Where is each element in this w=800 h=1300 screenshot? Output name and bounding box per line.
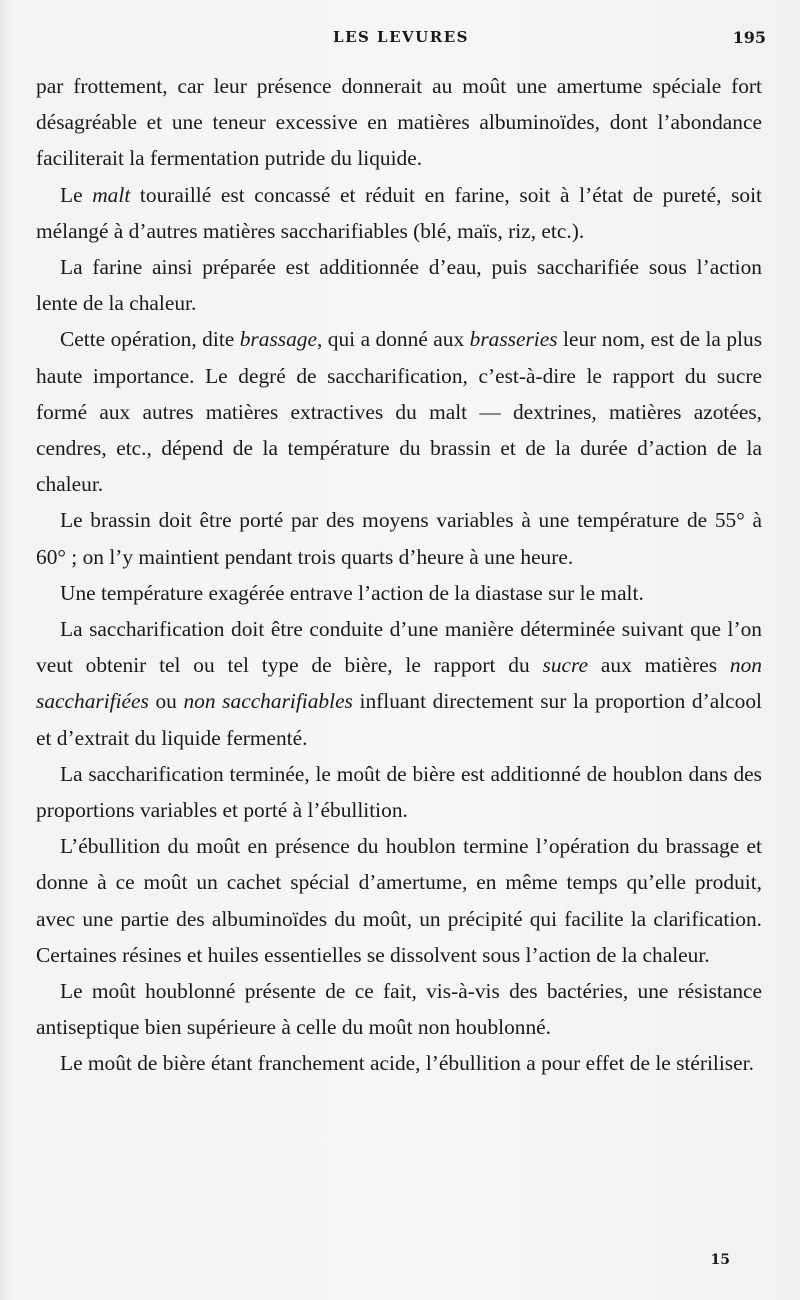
italic-run: sucre: [542, 653, 589, 678]
paragraph: [36, 611, 762, 756]
paragraph: [36, 177, 762, 249]
text-run: influant directement sur la proportion d’alcool et d’extrait du liquide fermenté.: [36, 689, 762, 750]
text-run: touraillé est concassé et réduit en farine, soit à l’état de pureté, soit mélangé à d’autres matières saccharifiables (blé, maïs, riz, etc.).: [36, 182, 762, 243]
text-run: L’ébullition du moût en présence du houblon termine l’opération du brassage et donne à ce moût un cachet spécial d’amertume, en même temps qu’elle produit, avec une partie des albuminoïdes du moût, un précipité qui facilite la clarification. Certaines résines et huiles essentielles se dissolvent sous l’action de la chaleur.: [36, 834, 762, 967]
text-run: aux matières: [588, 653, 730, 678]
italic-run: non saccharifiées: [36, 653, 762, 714]
paragraph: [36, 68, 762, 177]
paragraph: [36, 249, 762, 321]
body-text: [36, 68, 762, 1082]
running-head: LES LEVURES: [333, 28, 469, 46]
text-run: Le brassin doit être porté par des moyens variables à une température de 55° à 60° ; on l’y maintient pendant trois quarts d’heure à une heure.: [36, 508, 762, 569]
text-run: Le moût houblonné présente de ce fait, vis-à-vis des bactéries, une résistance antiseptique bien supérieure à celle du moût non houblonné.: [36, 979, 762, 1040]
paragraph: [36, 756, 762, 828]
paragraph: [36, 1045, 762, 1081]
text-run: La saccharification terminée, le moût de bière est additionné de houblon dans des proportions variables et porté à l’ébullition.: [36, 761, 762, 823]
text-run: La saccharification doit être conduite d’une manière déterminée suivant que l’on veut obtenir tel ou tel type de bière, le rapport du: [36, 617, 762, 678]
text-run: La farine ainsi préparée est additionnée d’eau, puis saccharifiée sous l’action lente de la chaleur.: [36, 255, 762, 316]
page-number: 195: [732, 28, 766, 47]
italic-run: non saccharifiables: [183, 689, 353, 714]
text-run: ou: [148, 689, 184, 714]
text-run: , qui a donné aux: [316, 327, 470, 352]
text-run: Le: [60, 182, 93, 207]
page-header: [36, 28, 766, 52]
paragraph: [36, 828, 762, 973]
paragraph: [36, 502, 762, 574]
text-run: Une température exagérée entrave l’action de la diastase sur le malt.: [60, 580, 644, 605]
text-run: Cette opération, dite: [60, 327, 240, 352]
italic-run: brasseries: [469, 327, 558, 352]
text-run: leur nom, est de la plus haute importance. Le degré de saccharification, c’est-à-dire le rapport du sucre formé aux autres matières extractives du malt — dextrines, matières azotées, cendres, etc., dépend de la température du brassin et de la durée d’action de la chaleur.: [36, 327, 763, 497]
paragraph: [36, 973, 762, 1045]
paragraph: [36, 321, 762, 502]
signature-mark: 15: [710, 1252, 730, 1268]
text-run: par frottement, car leur présence donnerait au moût une amertume spéciale fort désagréable et une teneur excessive en matières albuminoïdes, dont l’abondance faciliterait la fermentation putride du liquide.: [36, 74, 762, 171]
paragraph: [36, 575, 762, 611]
italic-run: malt: [92, 182, 131, 207]
text-run: Le moût de bière étant franchement acide, l’ébullition a pour effet de le stériliser.: [60, 1051, 754, 1076]
italic-run: brassage: [239, 327, 317, 352]
